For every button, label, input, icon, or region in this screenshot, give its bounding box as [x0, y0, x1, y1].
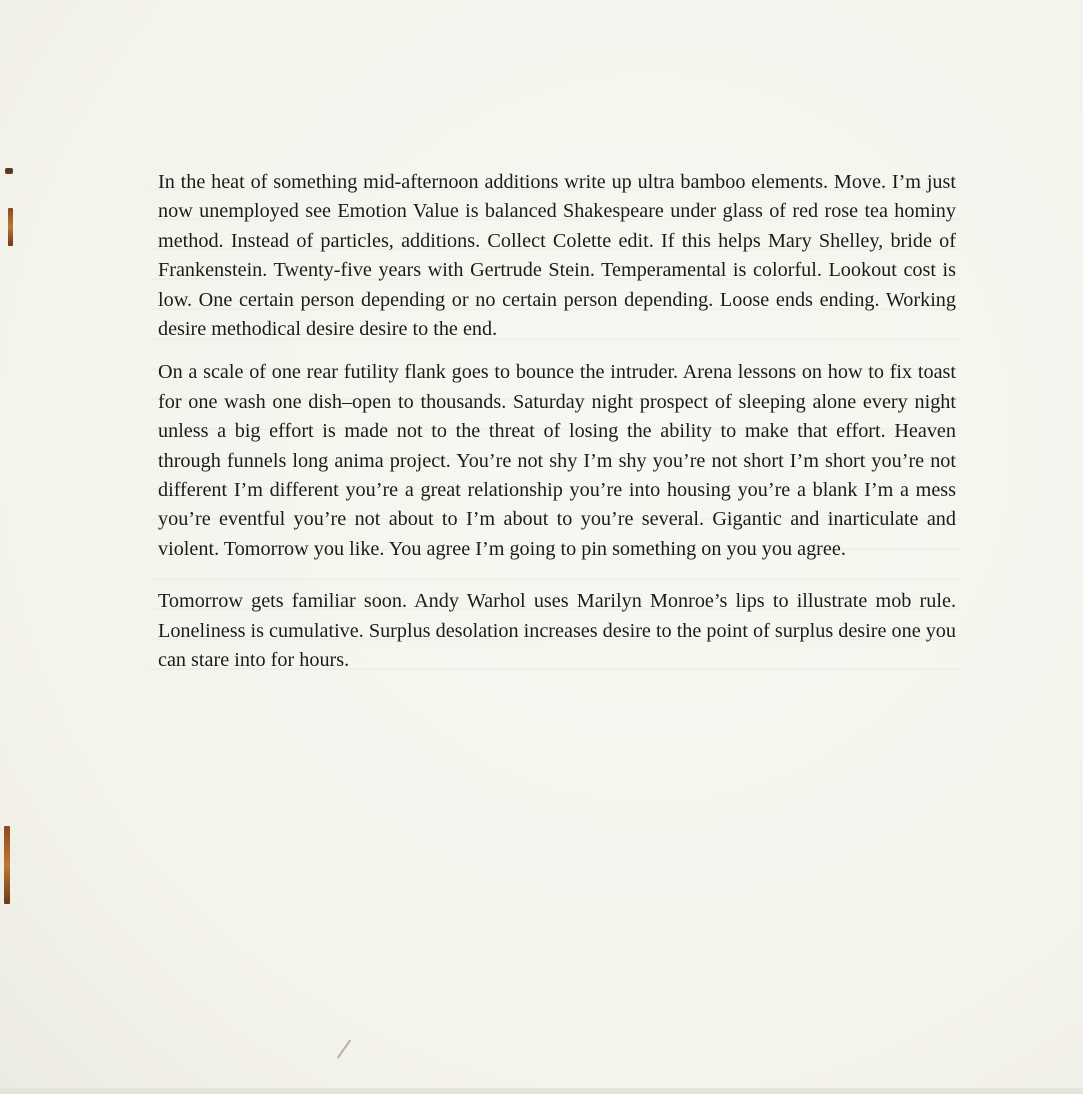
prose-block: [158, 168, 956, 676]
paragraph-1: In the heat of something mid-afternoon additions write up ultra bamboo elements. Move. I’m just now unemployed see Emotion Value is balanced Shakespeare under glass of red rose tea hominy method. Instead of particles, additions. Collect Colette edit. If this helps Mary Shelley, bride of Frankenstein. Twenty-five years with Gertrude Stein. Temperamental is colorful. Lookout cost is low. One certain person depending or no certain person depending. Loose ends ending. Working desire methodical desire desire to the end.: [158, 171, 956, 341]
pencil-mark: [337, 1039, 351, 1058]
paragraph-3: Tomorrow gets familiar soon. Andy Warhol uses Marilyn Monroe’s lips to illustrate mob rule. Loneliness is cumulative. Surplus desolation increases desire to the point of surplus desire one you can stare into for hours.: [158, 590, 956, 672]
staple-top: [8, 208, 13, 246]
staple-bottom: [4, 826, 10, 904]
page-bottom-edge: [0, 1088, 1083, 1094]
binding-mark: [5, 168, 13, 174]
paragraph-2: On a scale of one rear futility flank goes to bounce the intruder. Arena lessons on how to fix toast for one wash one dish–open to thousands. Saturday night prospect of sleeping alone every night unless a big effort is made not to the threat of losing the ability to make that effort. Heaven through funnels long anima project. You’re not shy I’m shy you’re not short I’m short you’re not different I’m different you’re a great relationship you’re into housing you’re a blank I’m a mess you’re eventful you’re not about to I’m about to you’re several. Gigantic and inarticulate and violent. Tomorrow you like. You agree I’m going to pin something on you you agree.: [158, 361, 956, 560]
